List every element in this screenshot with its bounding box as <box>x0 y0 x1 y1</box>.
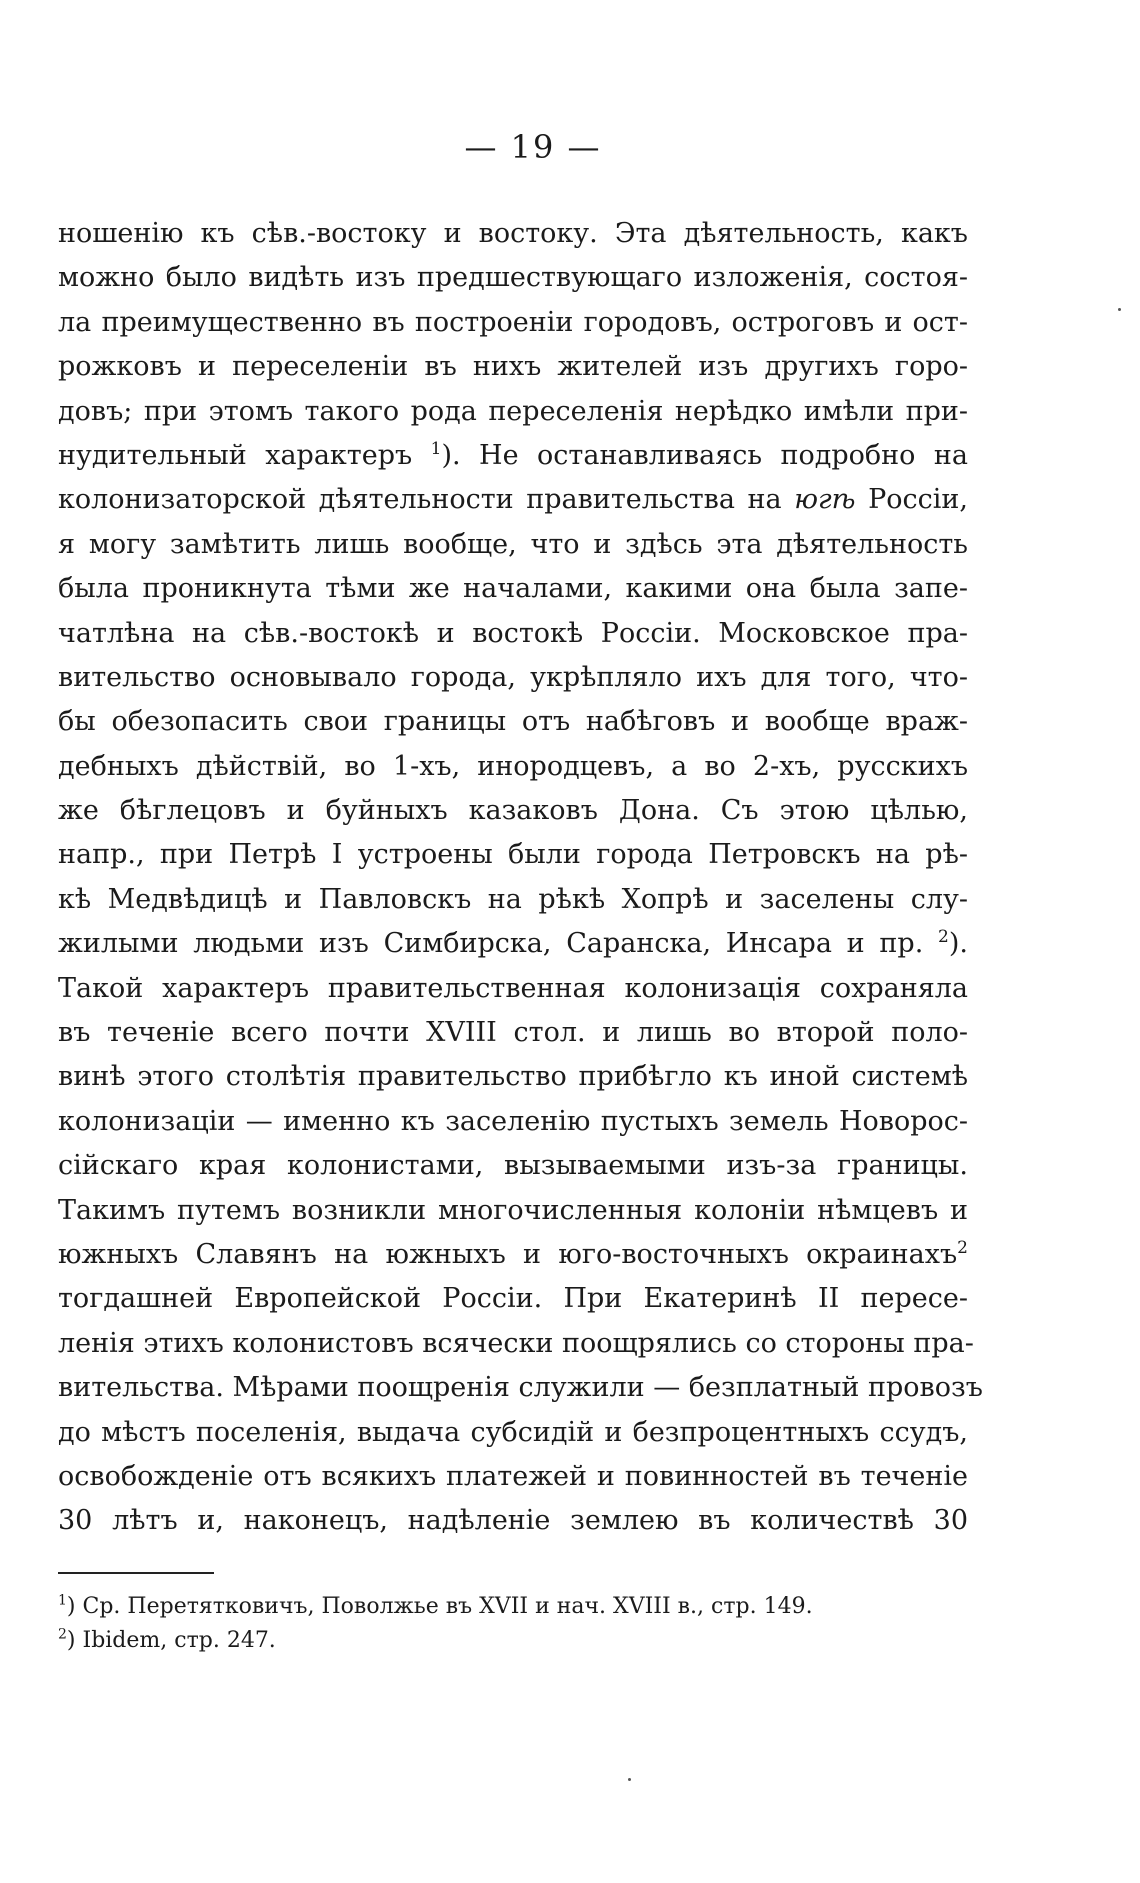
text-line <box>58 478 968 522</box>
footnote-mark: 2 <box>938 927 949 948</box>
text-line: сійскаго края колонистами, вызываемыми изъ-за границы. <box>58 1150 968 1182</box>
footnote-mark: 1 <box>58 1592 67 1609</box>
text-line: Такой характеръ правительственная колонизація сохраняла <box>58 972 968 1004</box>
text-line: кѣ Медвѣдицѣ и Павловскъ на рѣкѣ Хопрѣ и заселены слу- <box>58 883 968 915</box>
text-line: рожковъ и переселеніи въ нихъ жителей изъ другихъ горо- <box>58 351 968 383</box>
text-line: бы обезопасить свои границы отъ набѣговъ и вообще враж- <box>58 706 968 738</box>
text-line: вительство основывало города, укрѣпляло ихъ для того, что- <box>58 661 968 693</box>
text-line <box>58 922 968 966</box>
text-line: же бѣглецовъ и буйныхъ казаковъ Дона. Съ этою цѣлью, <box>58 795 968 827</box>
text-line: дебныхъ дѣйствій, во 1-хъ, инородцевъ, а во 2-хъ, русскихъ <box>58 750 968 782</box>
text-segment: нудительный характеръ <box>58 439 413 471</box>
text-line: ношенію къ сѣв.-востоку и востоку. Эта дѣятельность, какъ <box>58 218 968 249</box>
text-segment: ). <box>948 928 968 960</box>
text-line: освобожденіе отъ всякихъ платежей и повинностей въ теченіе <box>58 1460 968 1492</box>
text-line: Такимъ путемъ возникли многочисленныя колоніи нѣмцевъ и <box>58 1194 968 1226</box>
footnote-mark: 2 <box>957 1237 968 1258</box>
text-line: тогдашней Европейской Россіи. При Екатеринѣ II пересе- <box>58 1283 968 1315</box>
text-line: напр., при Петрѣ I устроены были города Петровскъ на рѣ- <box>58 839 968 871</box>
text-segment: жилыми людьми изъ Симбирска, Саранска, Инсара и пр. <box>58 928 924 960</box>
footnote-divider <box>58 1572 214 1574</box>
text-line: вительства. Мѣрами поощренія служили — безплатный провозъ <box>58 1372 983 1404</box>
text-line: ленія этихъ колонистовъ всячески поощрялись со стороны пра- <box>58 1327 974 1359</box>
text-segment: южныхъ Славянъ на южныхъ и юго-восточныхъ окраинахъ <box>58 1238 958 1270</box>
text-segment: ). Не останавливаясь подробно на <box>441 439 968 471</box>
scan-speck <box>1118 308 1121 311</box>
text-line: довъ; при этомъ такого рода переселенія нерѣдко имѣли при- <box>58 395 968 427</box>
footnote <box>58 1624 958 1658</box>
footnote-mark: 2 <box>58 1626 67 1643</box>
body-text <box>58 212 983 1544</box>
footnote-text: ) Ср. Перетятковичъ, Поволжье въ XVII и нач. XVIII в., стр. 149. <box>66 1594 813 1619</box>
text-line: колонизаціи — именно къ заселенію пустыхъ земель Новорос- <box>58 1105 968 1137</box>
scan-speck <box>628 1778 631 1781</box>
italic-word: югѣ <box>794 484 856 516</box>
text-line: чатлѣна на сѣв.-востокѣ и востокѣ Россіи. Московское пра- <box>58 617 968 649</box>
text-line: винѣ этого столѣтія правительство прибѣгло къ иной системѣ <box>58 1061 968 1093</box>
text-line <box>58 1233 968 1277</box>
page-number: — 19 — <box>464 128 602 166</box>
text-line: 30 лѣтъ и, наконецъ, надѣленіе землею въ количествѣ 30 <box>58 1505 968 1537</box>
text-line: была проникнута тѣми же началами, какими она была запе- <box>58 573 968 605</box>
text-line: можно было видѣть изъ предшествующаго изложенія, состоя- <box>58 262 968 294</box>
text-segment: колонизаторской дѣятельности правительства на <box>58 484 782 516</box>
text-segment: Россіи, <box>868 484 968 516</box>
footnotes <box>58 1590 958 1658</box>
text-line: до мѣстъ поселенія, выдача субсидій и безпроцентныхъ ссудъ, <box>58 1416 968 1448</box>
text-line: я могу замѣтить лишь вообще, что и здѣсь эта дѣятельность <box>58 528 968 560</box>
text-line: ла преимущественно въ построеніи городовъ, остроговъ и ост- <box>58 306 968 338</box>
text-line <box>58 434 968 478</box>
footnote <box>58 1590 958 1624</box>
text-line: въ теченіе всего почти XVIII стол. и лишь во второй поло- <box>58 1017 968 1049</box>
footnote-text: ) Ibidem, стр. 247. <box>66 1628 276 1653</box>
footnote-mark: 1 <box>430 438 442 459</box>
